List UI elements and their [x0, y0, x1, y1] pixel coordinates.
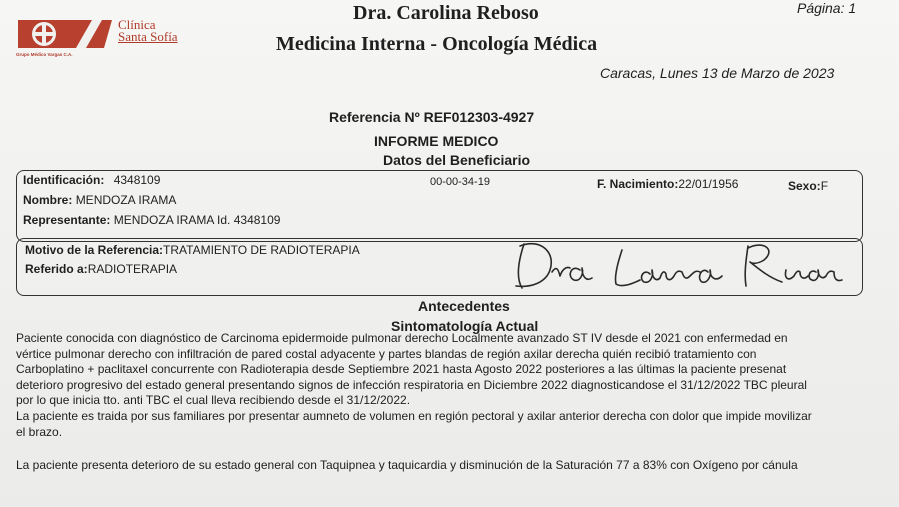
report-title: INFORME MEDICO: [374, 133, 499, 149]
representative-value: MENDOZA IRAMA Id. 4348109: [113, 213, 281, 227]
beneficiary-code: 00-00-34-19: [430, 176, 490, 188]
birth-value: 22/01/1956: [678, 177, 739, 191]
referral-reason-label: Motivo de la Referencia:: [25, 243, 164, 257]
clinic-logo-icon: [16, 14, 126, 54]
logo-subtext: Grupo Médico Vargas C.A.: [16, 52, 73, 57]
id-value: 4348109: [113, 173, 161, 187]
name-label: Nombre:: [23, 193, 73, 207]
sex-field: [788, 179, 828, 193]
clinic-name-line2: Santa Sofía: [118, 29, 178, 44]
specialty: Medicina Interna - Oncología Médica: [276, 33, 598, 55]
report-body: [16, 331, 876, 474]
section-sintomatologia: Sintomatología Actual: [391, 318, 539, 334]
clinic-name-line1: Clínica: [118, 17, 156, 32]
id-label: Identificación:: [23, 173, 105, 187]
sex-value: F: [820, 179, 829, 193]
body-last-line: La paciente presenta deterioro de su estado general con Taquipnea y taquicardia y disminución de la Saturación 77 a 83% con Oxígeno por cánula: [16, 458, 798, 473]
birth-field: [597, 177, 738, 191]
body-line: Carboplatino + paclitaxel concurrente con Radioterapia desde Septiembre 2021 hasta Agosto 2022 posteriores a las últimas la paciente presenat: [16, 362, 787, 377]
birth-label: F. Nacimiento:: [597, 177, 679, 191]
page-number: Página: 1: [797, 0, 857, 16]
representative-field: [23, 213, 280, 227]
referred-to-value: RADIOTERAPIA: [87, 262, 178, 276]
section-antecedentes: Antecedentes: [418, 298, 510, 314]
body-line: deterioro progresivo del estado general presentando signos de infección respiratoria en Diciembre 2022 diagnosticandose el 31/12/2022 TBC pleural: [16, 377, 807, 392]
referred-to-field: [25, 262, 177, 276]
body-line: por lo que inicia tto. anti TBC el cual lleva recibiendo desde el 31/12/2022.: [16, 393, 411, 408]
body-line: vértice pulmonar derecho con infiltración de pared costal adyacente y partes blandas de región axilar derecha quién recibió tratamiento con: [16, 346, 757, 361]
reference-number: Referencia Nº REF012303-4927: [329, 109, 535, 125]
referral-reason-value: TRATAMIENTO DE RADIOTERAPIA: [163, 243, 360, 257]
handwritten-signature: [510, 232, 850, 296]
clinic-name: [118, 19, 178, 43]
body-line: Paciente conocida con diagnóstico de Carcinoma epidermoide pulmonar derecho Localmente avanzado ST IV desde el 2021 con enfermedad en: [16, 331, 788, 345]
body-line: el brazo.: [16, 424, 63, 439]
id-field: [23, 173, 160, 187]
sex-label: Sexo:: [788, 179, 821, 193]
name-field: [23, 193, 176, 207]
body-line: La paciente es traida por sus familiares por presentar aumneto de volumen en región pectoral y axilar anterior derecha con dolor que impide movilizar: [16, 408, 812, 423]
doctor-name: Dra. Carolina Reboso: [353, 2, 539, 24]
referral-reason-field: [25, 243, 360, 257]
representative-label: Representante:: [23, 213, 111, 227]
place-date: Caracas, Lunes 13 de Marzo de 2023: [600, 65, 835, 81]
name-value: MENDOZA IRAMA: [75, 193, 177, 207]
clinic-logo: [16, 14, 192, 64]
referred-to-label: Referido a:: [25, 262, 88, 276]
beneficiary-title: Datos del Beneficiario: [383, 152, 531, 168]
paragraph-gap: [16, 440, 876, 458]
